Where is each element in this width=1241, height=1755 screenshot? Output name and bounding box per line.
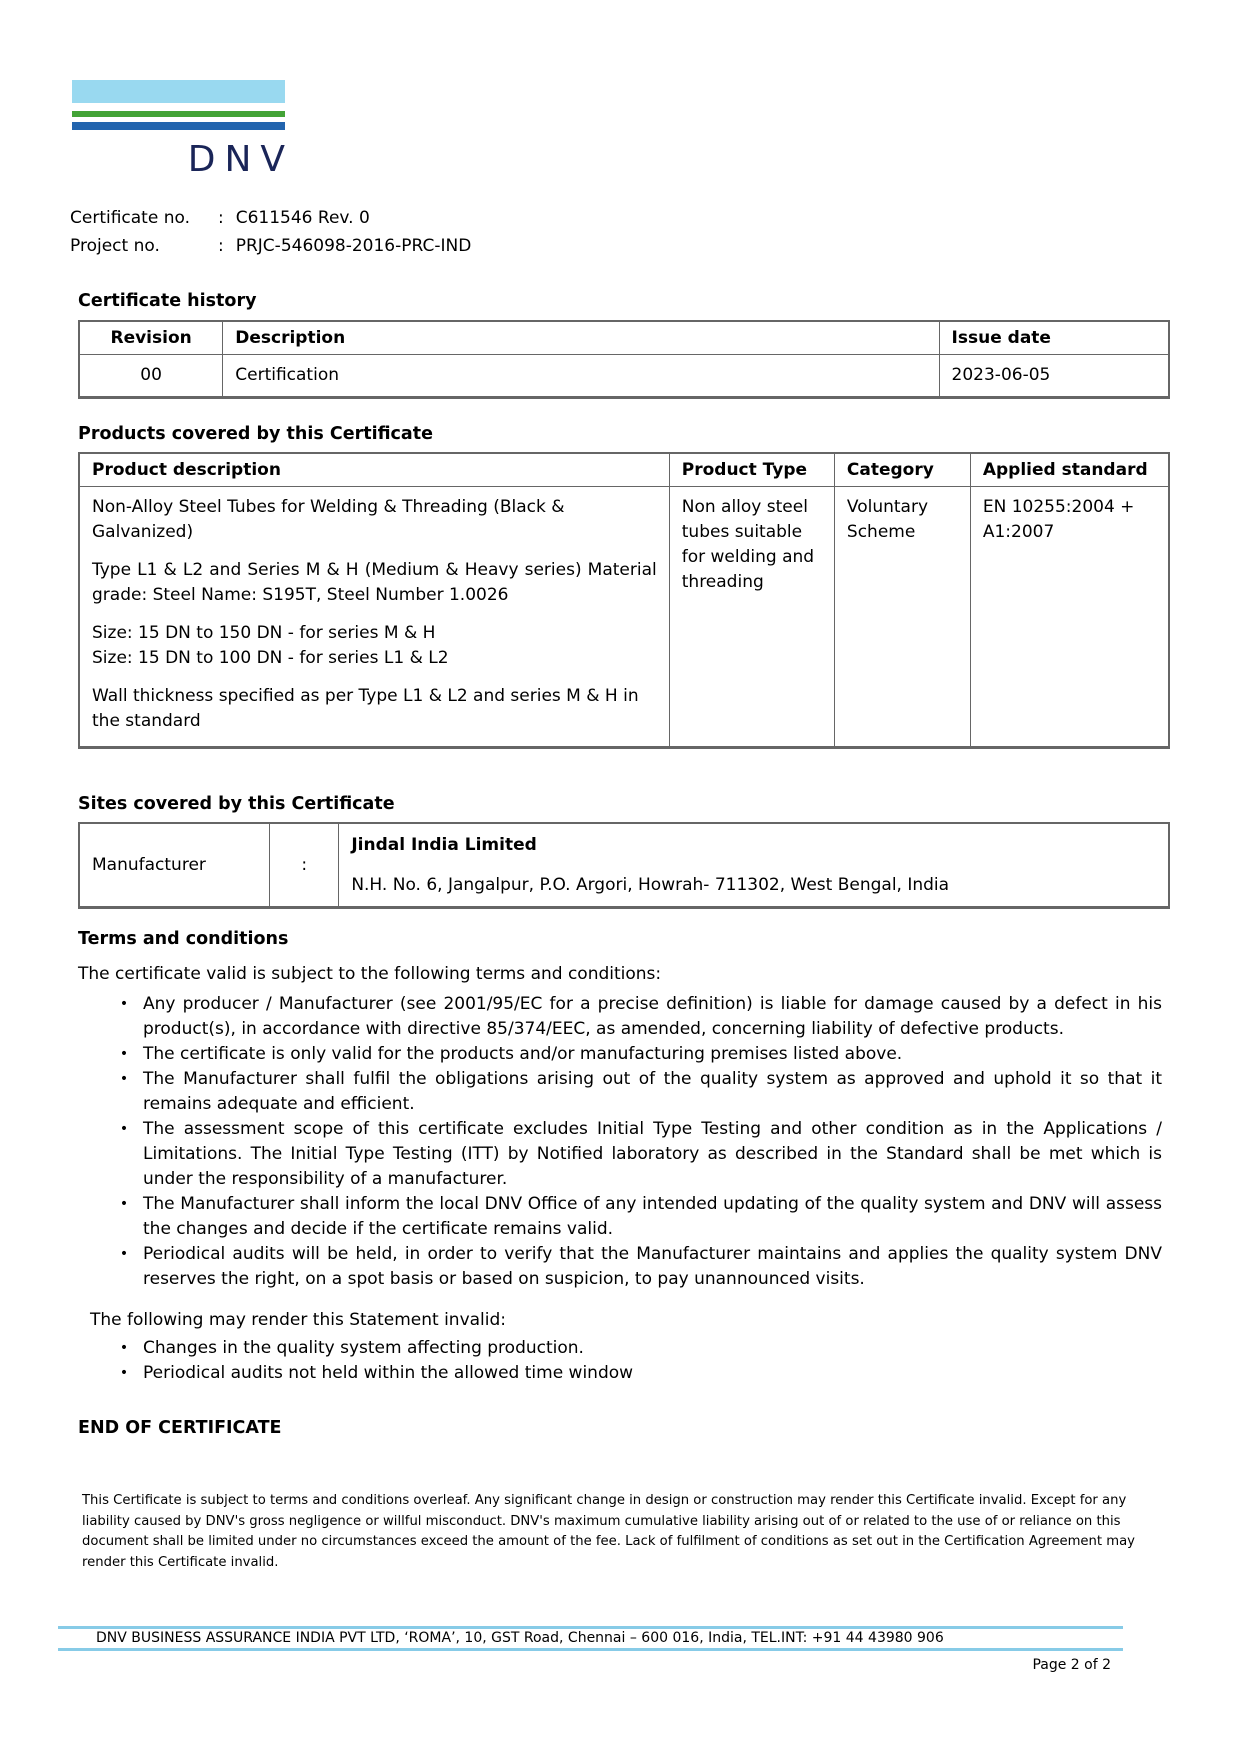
history-table-row bbox=[79, 355, 1169, 398]
certificate-history-title: Certificate history bbox=[78, 291, 257, 311]
bullet-dot-icon: • bbox=[119, 1196, 129, 1212]
bullet-dot-icon: • bbox=[119, 1246, 129, 1262]
terms-bullet-text: The assessment scope of this certificate excludes Initial Type Testing and other condition as in the Applications / Limitations. The Initial Type Testing (ITT) by Notified laboratory as described in the Standard shall be met which is under the responsibility of a manufacturer. bbox=[143, 1119, 1162, 1189]
dnv-logo-green-bar-icon bbox=[72, 111, 285, 117]
product-description-size-line: Size: 15 DN to 150 DN - for series M & H bbox=[92, 623, 436, 643]
bullet-dot-icon: • bbox=[119, 1340, 129, 1356]
history-table-head bbox=[79, 321, 1169, 355]
footer-bottom-rule bbox=[58, 1648, 1123, 1651]
products-col-standard: Applied standard bbox=[970, 453, 1169, 487]
invalid-bullet-text: Changes in the quality system affecting production. bbox=[143, 1338, 584, 1358]
invalid-bullet-item bbox=[105, 1336, 1162, 1361]
terms-bullet-text: Any producer / Manufacturer (see 2001/95/EC for a precise definition) is liable for damage caused by a defect in his product(s), in accordance with directive 85/374/EEC, as amended, concerning liability of defective products. bbox=[143, 994, 1162, 1039]
products-table-body bbox=[79, 487, 1169, 748]
terms-bullet-item bbox=[105, 1192, 1162, 1242]
terms-bullet-text: Periodical audits will be held, in order to verify that the Manufacturer maintains and applies the quality system DNV reserves the right, on a spot basis or based on suspicion, to pay unannounced visits. bbox=[143, 1244, 1162, 1289]
history-header-row bbox=[79, 321, 1169, 355]
dnv-logo-blue-bar-icon bbox=[72, 122, 285, 130]
products-col-description: Product description bbox=[79, 453, 669, 487]
products-section bbox=[70, 421, 1170, 749]
terms-bullet-item bbox=[105, 1242, 1162, 1292]
history-cell-revision: 00 bbox=[79, 355, 223, 398]
invalid-bullet-item bbox=[105, 1361, 1162, 1386]
invalid-intro: The following may render this Statement invalid: bbox=[90, 1310, 507, 1330]
product-description-paragraph: Non-Alloy Steel Tubes for Welding & Threading (Black & Galvanized) bbox=[92, 497, 565, 542]
products-title: Products covered by this Certificate bbox=[78, 424, 433, 444]
site-separator-cell: : bbox=[270, 823, 339, 908]
sites-table-row bbox=[79, 823, 1169, 908]
project-no-separator: : bbox=[218, 236, 224, 256]
site-role-cell: Manufacturer bbox=[79, 823, 270, 908]
products-table-head bbox=[79, 453, 1169, 487]
product-description-size-line: Size: 15 DN to 100 DN - for series L1 & L2 bbox=[92, 648, 449, 668]
site-manufacturer-name: Jindal India Limited bbox=[351, 835, 537, 855]
terms-bullet-list bbox=[105, 992, 1162, 1292]
project-no-row bbox=[70, 232, 1170, 260]
bullet-dot-icon: • bbox=[119, 1365, 129, 1381]
site-details-cell bbox=[339, 823, 1169, 908]
products-col-type: Product Type bbox=[669, 453, 834, 487]
product-type-cell: Non alloy steel tubes suitable for welding and threading bbox=[669, 487, 834, 748]
product-description-paragraph: Wall thickness specified as per Type L1 & L2 and series M & H in the standard bbox=[92, 686, 639, 731]
terms-bullet-item bbox=[105, 1042, 1162, 1067]
dnv-logo bbox=[72, 80, 294, 180]
products-col-category: Category bbox=[834, 453, 970, 487]
site-manufacturer-address: N.H. No. 6, Jangalpur, P.O. Argori, Howrah- 711302, West Bengal, India bbox=[351, 875, 950, 895]
history-cell-issue-date: 2023-06-05 bbox=[939, 355, 1169, 398]
history-col-revision: Revision bbox=[79, 321, 223, 355]
page-number: Page 2 of 2 bbox=[1032, 1657, 1111, 1673]
terms-bullet-item bbox=[105, 1067, 1162, 1117]
product-description-paragraph: Type L1 & L2 and Series M & H (Medium & Heavy series) Material grade: Steel Name: S195T, Steel Number 1.0026 bbox=[92, 560, 657, 605]
footer-company-line: DNV BUSINESS ASSURANCE INDIA PVT LTD, ‘ROMA’, 10, GST Road, Chennai – 600 016, India, TEL.INT: +91 44 43980 906 bbox=[96, 1630, 944, 1646]
bullet-dot-icon: • bbox=[119, 1046, 129, 1062]
product-standard-cell: EN 10255:2004 + A1:2007 bbox=[970, 487, 1169, 748]
bullet-dot-icon: • bbox=[119, 996, 129, 1012]
terms-intro: The certificate valid is subject to the following terms and conditions: bbox=[78, 964, 662, 984]
products-table bbox=[78, 452, 1170, 749]
terms-bullet-text: The certificate is only valid for the products and/or manufacturing premises listed above. bbox=[143, 1044, 903, 1064]
terms-section bbox=[70, 926, 1170, 1386]
document-meta bbox=[70, 204, 1170, 260]
products-table-row bbox=[79, 487, 1169, 748]
sites-table-body bbox=[79, 823, 1169, 908]
certificate-history-table bbox=[78, 320, 1170, 399]
product-category-cell: Voluntary Scheme bbox=[834, 487, 970, 748]
fine-print: This Certificate is subject to terms and conditions overleaf. Any significant change in design or construction may render this Certificate invalid. Except for any liability caused by DNV's gross negligence or willful misconduct. DNV's maximum cumulative liability arising out of or related to the use of or reliance on this document shall be limited under no circumstances exceed the amount of the fee. Lack of fulfilment of conditions as set out in the Certification Agreement may render this Certificate invalid. bbox=[82, 1493, 1135, 1570]
bullet-dot-icon: • bbox=[119, 1071, 129, 1087]
invalid-bullet-text: Periodical audits not held within the allowed time window bbox=[143, 1363, 634, 1383]
dnv-logo-text: DNV bbox=[187, 139, 294, 180]
sites-table bbox=[78, 822, 1170, 909]
terms-bullet-text: The Manufacturer shall fulfil the obligations arising out of the quality system as approved and uphold it so that it remains adequate and efficient. bbox=[143, 1069, 1162, 1114]
invalid-bullet-list bbox=[105, 1336, 1162, 1386]
bullet-dot-icon: • bbox=[119, 1121, 129, 1137]
history-cell-description: Certification bbox=[223, 355, 939, 398]
sites-section bbox=[70, 791, 1170, 909]
certificate-no-separator: : bbox=[218, 208, 224, 228]
certificate-no-row bbox=[70, 204, 1170, 232]
certificate-no-label: Certificate no. bbox=[70, 208, 190, 228]
page-footer bbox=[58, 1626, 1123, 1675]
dnv-logo-lightblue-bar-icon bbox=[72, 80, 285, 103]
terms-title: Terms and conditions bbox=[78, 929, 289, 949]
project-no-label: Project no. bbox=[70, 236, 160, 256]
project-no-value: PRJC-546098-2016-PRC-IND bbox=[235, 236, 472, 256]
certificate-history-section bbox=[70, 288, 1170, 399]
terms-bullet-text: The Manufacturer shall inform the local DNV Office of any intended updating of the quality system and DNV will assess the changes and decide if the certificate remains valid. bbox=[143, 1194, 1162, 1239]
product-description-cell bbox=[79, 487, 669, 748]
end-of-certificate: END OF CERTIFICATE bbox=[78, 1418, 282, 1438]
history-col-issue-date: Issue date bbox=[939, 321, 1169, 355]
history-table-body bbox=[79, 355, 1169, 398]
sites-title: Sites covered by this Certificate bbox=[78, 794, 395, 814]
terms-bullet-item bbox=[105, 1117, 1162, 1192]
certificate-no-value: C611546 Rev. 0 bbox=[235, 208, 370, 228]
history-col-description: Description bbox=[223, 321, 939, 355]
products-header-row bbox=[79, 453, 1169, 487]
terms-bullet-item bbox=[105, 992, 1162, 1042]
